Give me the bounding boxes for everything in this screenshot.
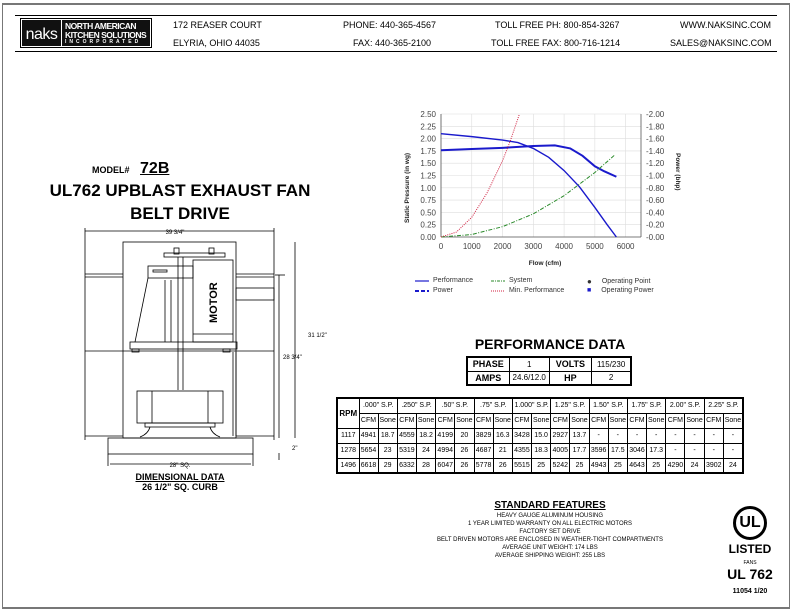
sp-header: 1.75" S.P. <box>628 398 666 413</box>
y-axis-label: Static Pressure (in wg) <box>404 152 411 223</box>
amps-label: AMPS <box>467 371 509 385</box>
cfm-cell: 5242 <box>551 458 570 473</box>
company-logo <box>20 18 152 48</box>
logo-line3: INCORPORATED <box>65 39 142 45</box>
sp-header: .000" S.P. <box>359 398 397 413</box>
cfm-cell: - <box>666 428 685 443</box>
amps-value: 24.6/12.0 <box>509 371 549 385</box>
svg-text:5000: 5000 <box>585 242 604 251</box>
sone-cell: 26 <box>455 458 474 473</box>
sone-cell: 18.3 <box>531 443 550 458</box>
logo-line2: KITCHEN SOLUTIONS <box>65 29 147 40</box>
base-dimension: 2" <box>292 446 298 452</box>
electrical-specs-table <box>466 356 632 386</box>
svg-text:3000: 3000 <box>524 242 543 251</box>
svg-text:0.25: 0.25 <box>420 220 436 230</box>
curb-dimension: 28" SQ. <box>169 463 191 469</box>
cfm-cell: 3829 <box>474 428 493 443</box>
cfm-cell: 6047 <box>436 458 455 473</box>
sp-header: 1.000" S.P. <box>512 398 550 413</box>
svg-text:2000: 2000 <box>493 242 512 251</box>
phase-label: PHASE <box>467 357 509 371</box>
sone-cell: 13.7 <box>570 428 589 443</box>
cfm-cell: 5778 <box>474 458 493 473</box>
sone-header: Sone <box>416 413 435 428</box>
svg-text:-1.00: -1.00 <box>646 171 665 181</box>
cfm-header: CFM <box>359 413 378 428</box>
svg-text:-0.80: -0.80 <box>646 183 665 193</box>
ul-certification <box>720 506 780 595</box>
features-title: STANDARD FEATURES <box>494 500 606 511</box>
svg-text:-0.20: -0.20 <box>646 220 665 230</box>
sp-header: 1.50" S.P. <box>589 398 627 413</box>
feature-item: BELT DRIVEN MOTORS ARE ENCLOSED IN WEATHER-TIGHT COMPARTMENTS <box>437 537 663 543</box>
header-bottom-rule <box>15 51 777 52</box>
dimensional-caption <box>120 472 240 492</box>
sone-cell: 25 <box>531 458 550 473</box>
phone: PHONE: 440-365-4567 <box>343 20 437 30</box>
sone-cell: 24 <box>723 458 743 473</box>
legend-operating-power: ■ Operating Power <box>587 287 654 294</box>
address-line1: 172 REASER COURT <box>173 20 262 30</box>
cfm-cell: 4643 <box>628 458 647 473</box>
cfm-header: CFM <box>628 413 647 428</box>
address-line2: ELYRIA, OHIO 44035 <box>173 38 260 48</box>
cfm-header: CFM <box>512 413 531 428</box>
cfm-cell: 2927 <box>551 428 570 443</box>
sone-header: Sone <box>531 413 550 428</box>
fax: FAX: 440-365-2100 <box>353 38 432 48</box>
cfm-cell: 5654 <box>359 443 378 458</box>
cfm-cell: 4005 <box>551 443 570 458</box>
svg-text:0.50: 0.50 <box>420 208 436 218</box>
rpm-cell: 1278 <box>337 443 359 458</box>
cfm-cell: 5515 <box>512 458 531 473</box>
legend-operating-point: ● Operating Point <box>587 277 651 286</box>
cfm-cell: 4290 <box>666 458 685 473</box>
sone-cell: 25 <box>647 458 666 473</box>
email-link[interactable]: SALES@NAKSINC.COM <box>670 38 772 48</box>
sone-cell: 18.7 <box>378 428 397 443</box>
model-line <box>92 160 169 178</box>
hp-value: 2 <box>591 371 631 385</box>
sone-cell: 28 <box>416 458 435 473</box>
document-code: 11054 1/20 <box>732 588 768 595</box>
svg-text:-1.80: -1.80 <box>646 122 665 132</box>
sone-cell: - <box>723 443 743 458</box>
sone-cell: - <box>723 428 743 443</box>
cfm-cell: - <box>704 428 723 443</box>
sone-cell: - <box>685 443 704 458</box>
performance-chart <box>400 105 690 275</box>
inner-height-dimension: 28 3/4" <box>283 355 302 361</box>
width-dimension: 39 3/4" <box>165 230 185 236</box>
website-link[interactable]: WWW.NAKSINC.COM <box>680 20 771 30</box>
svg-text:1.00: 1.00 <box>420 183 436 193</box>
product-title-line1: UL762 UPBLAST EXHAUST FAN <box>49 181 311 200</box>
ul-logo-icon: UL <box>733 506 767 540</box>
cfm-cell: - <box>666 443 685 458</box>
table-row <box>337 458 743 473</box>
sp-header: .250" S.P. <box>397 398 435 413</box>
svg-text:-0.40: -0.40 <box>646 208 665 218</box>
rpm-cell: 1496 <box>337 458 359 473</box>
cfm-header: CFM <box>397 413 416 428</box>
sone-header: Sone <box>570 413 589 428</box>
sone-cell: 15.0 <box>531 428 550 443</box>
sone-cell: 24 <box>416 443 435 458</box>
standard-features <box>380 500 720 560</box>
hp-label: HP <box>549 371 591 385</box>
sone-cell: 23 <box>378 443 397 458</box>
cfm-cell: - <box>704 443 723 458</box>
sone-header: Sone <box>455 413 474 428</box>
svg-text:0.75: 0.75 <box>420 196 436 206</box>
cfm-cell: 3046 <box>628 443 647 458</box>
sone-cell: 29 <box>378 458 397 473</box>
svg-text:1.75: 1.75 <box>420 146 436 156</box>
svg-text:-1.20: -1.20 <box>646 159 665 169</box>
feature-item: HEAVY GAUGE ALUMINUM HOUSING <box>496 513 604 519</box>
svg-text:2.25: 2.25 <box>420 122 436 132</box>
sone-cell: 17.7 <box>570 443 589 458</box>
dot-icon: ● <box>587 277 592 286</box>
svg-text:0: 0 <box>438 242 444 251</box>
cfm-header: CFM <box>551 413 570 428</box>
cfm-header: CFM <box>436 413 455 428</box>
legend-performance: Performance <box>433 277 474 284</box>
square-icon: ■ <box>587 287 592 294</box>
feature-item: AVERAGE SHIPPING WEIGHT: 255 LBS <box>494 553 606 559</box>
rpm-cell: 1117 <box>337 428 359 443</box>
dimensional-drawing <box>70 220 330 480</box>
sone-header: Sone <box>647 413 666 428</box>
svg-text:-1.60: -1.60 <box>646 134 665 144</box>
sp-header: 2.00" S.P. <box>666 398 704 413</box>
cfm-cell: 4355 <box>512 443 531 458</box>
standard-label: UL 762 <box>727 566 773 582</box>
sp-header: 1.25" S.P. <box>551 398 589 413</box>
toll-free-fax: TOLL FREE FAX: 800-716-1214 <box>491 38 621 48</box>
sp-header: 2.25" S.P. <box>704 398 743 413</box>
performance-title: PERFORMANCE DATA <box>474 336 626 352</box>
sone-header: Sone <box>493 413 512 428</box>
model-label: MODEL# <box>92 165 130 175</box>
listed-label: LISTED <box>728 542 772 556</box>
svg-text:-2.00: -2.00 <box>646 110 665 119</box>
sone-cell: 26 <box>455 443 474 458</box>
sone-cell: - <box>608 428 627 443</box>
svg-text:2.50: 2.50 <box>420 110 436 119</box>
sone-cell: 16.3 <box>493 428 512 443</box>
series-power <box>441 145 616 176</box>
y2-axis-label: Power (bhp) <box>674 153 681 191</box>
phase-value: 1 <box>509 357 549 371</box>
cfm-header: CFM <box>474 413 493 428</box>
sone-cell: 20 <box>455 428 474 443</box>
logo-line1: NORTH AMERICAN <box>65 21 137 31</box>
legend-system: System <box>509 277 533 284</box>
svg-text:1.50: 1.50 <box>420 159 436 169</box>
motor-label: MOTOR <box>208 282 220 323</box>
sone-cell: 17.5 <box>608 443 627 458</box>
model-number: 72B <box>140 160 170 177</box>
legend-min-performance: Min. Performance <box>509 287 565 294</box>
cfm-cell: 4943 <box>589 458 608 473</box>
svg-text:2.00: 2.00 <box>420 134 436 144</box>
sone-cell: 24 <box>685 458 704 473</box>
toll-free-phone: TOLL FREE PH: 800-854-3267 <box>495 20 620 30</box>
logo-mark: naks <box>22 20 62 46</box>
cfm-cell: 6332 <box>397 458 416 473</box>
cfm-cell: - <box>589 428 608 443</box>
feature-item: FACTORY SET DRIVE <box>519 529 581 535</box>
header-top-rule <box>15 15 777 16</box>
sone-cell: 17.3 <box>647 443 666 458</box>
svg-text:-0.60: -0.60 <box>646 196 665 206</box>
cfm-cell: 4941 <box>359 428 378 443</box>
svg-text:0.00: 0.00 <box>420 233 436 242</box>
cfm-header: CFM <box>666 413 685 428</box>
svg-text:-1.40: -1.40 <box>646 146 665 156</box>
table-row <box>337 443 743 458</box>
sp-header: .75" S.P. <box>474 398 512 413</box>
cfm-header: CFM <box>704 413 723 428</box>
svg-text:-0.00: -0.00 <box>646 233 665 242</box>
cfm-cell: 4994 <box>436 443 455 458</box>
rpm-header: RPM <box>337 398 359 428</box>
sone-cell: - <box>685 428 704 443</box>
legend-power: Power <box>433 287 453 294</box>
cfm-cell: 3902 <box>704 458 723 473</box>
svg-text:6000: 6000 <box>616 242 635 251</box>
sone-cell: 26 <box>493 458 512 473</box>
sone-header: Sone <box>723 413 743 428</box>
category-label: FANS <box>743 560 757 566</box>
cfm-cell: 3596 <box>589 443 608 458</box>
cfm-cell: 4687 <box>474 443 493 458</box>
sone-cell: 25 <box>570 458 589 473</box>
feature-item: 1 YEAR LIMITED WARRANTY ON ALL ELECTRIC MOTORS <box>468 521 632 527</box>
cfm-cell: - <box>628 428 647 443</box>
feature-item: AVERAGE UNIT WEIGHT: 174 LBS <box>502 545 598 551</box>
sone-cell: 18.2 <box>416 428 435 443</box>
sone-cell: 25 <box>608 458 627 473</box>
sone-header: Sone <box>608 413 627 428</box>
svg-text:1.25: 1.25 <box>420 171 436 181</box>
dimensional-title: DIMENSIONAL DATA <box>135 472 225 482</box>
sone-cell: 21 <box>493 443 512 458</box>
volts-label: VOLTS <box>549 357 591 371</box>
outer-height-dimension: 31 1/2" <box>308 333 327 339</box>
svg-text:4000: 4000 <box>555 242 573 251</box>
svg-text:1000: 1000 <box>462 242 481 251</box>
cfm-header: CFM <box>589 413 608 428</box>
cfm-cell: 4199 <box>436 428 455 443</box>
curb-size: 26 1/2" SQ. CURB <box>142 482 218 492</box>
x-axis-label: Flow (cfm) <box>528 260 562 267</box>
sone-header: Sone <box>378 413 397 428</box>
cfm-cell: 6618 <box>359 458 378 473</box>
sone-cell: - <box>647 428 666 443</box>
product-title-line2: BELT DRIVE <box>130 204 230 223</box>
sp-header: .50" S.P. <box>436 398 474 413</box>
cfm-cell: 5319 <box>397 443 416 458</box>
volts-value: 115/230 <box>591 357 631 371</box>
cfm-cell: 3428 <box>512 428 531 443</box>
table-row <box>337 428 743 443</box>
sone-header: Sone <box>685 413 704 428</box>
cfm-cell: 4559 <box>397 428 416 443</box>
rating-table <box>336 397 744 474</box>
